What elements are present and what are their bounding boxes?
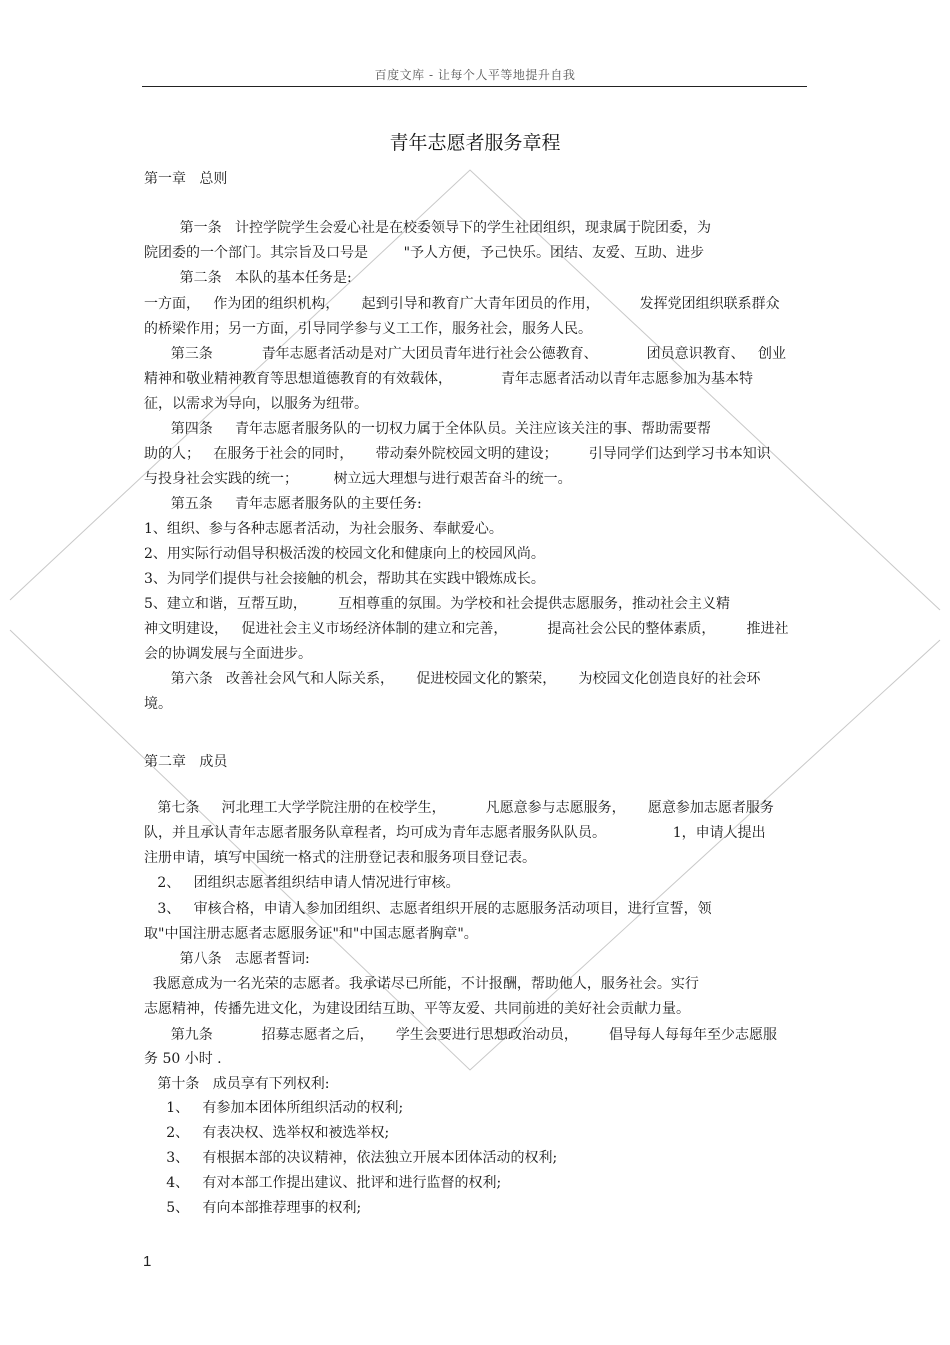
- text-line: 征，以需求为导向，以服务为纽带。: [144, 396, 368, 412]
- text-line: 注册申请，填写中国统一格式的注册登记表和服务项目登记表。: [144, 850, 536, 866]
- list-item: 3、 审核合格，申请人参加团组织、志愿者组织开展的志愿服务活动项目，进行宣誓，领: [144, 901, 712, 917]
- text-line: 第八条 志愿者誓词:: [144, 951, 310, 967]
- page-number: 1: [143, 1253, 152, 1270]
- text-line: 第六条 改善社会风气和人际关系， 促进校园文化的繁荣， 为校园文化创造良好的社会环: [144, 671, 761, 687]
- text-line: 第十条 成员享有下列权利:: [144, 1076, 330, 1092]
- list-item: 2、 有表决权、选举权和被选举权;: [144, 1125, 390, 1141]
- header-rule: [142, 86, 807, 87]
- text-line: 的桥梁作用；另一方面，引导同学参与义工工作，服务社会，服务人民。: [144, 321, 592, 337]
- list-item: 5、 有向本部推荐理事的权利;: [144, 1200, 362, 1216]
- text-line: 第三条 青年志愿者活动是对广大团员青年进行社会公德教育、 团员意识教育、 创业: [144, 346, 786, 362]
- text-line: 第九条 招募志愿者之后， 学生会要进行思想政治动员， 倡导每人每每年至少志愿服: [144, 1027, 778, 1043]
- list-item: 1、 有参加本团体所组织活动的权利;: [144, 1100, 404, 1116]
- text-line: 第七条 河北理工大学学院注册的在校学生， 凡愿意参与志愿服务， 愿意参加志愿者服务: [144, 800, 774, 816]
- text-line: 神文明建设， 促进社会主义市场经济体制的建立和完善， 提高社会公民的整体素质， 推进社: [144, 621, 789, 637]
- text-line: 取"中国注册志愿者志愿服务证"和"中国志愿者胸章"。: [144, 926, 478, 942]
- document-title: 青年志愿者服务章程: [389, 132, 561, 154]
- text-line: 境。: [144, 696, 172, 712]
- text-line: 第五条 青年志愿者服务队的主要任务:: [144, 496, 422, 512]
- text-line: 队，并且承认青年志愿者服务队章程者，均可成为青年志愿者服务队队员。 1，申请人提出: [144, 825, 766, 841]
- text-line: 第一条 计控学院学生会爱心社是在校委领导下的学生社团组织，现隶属于院团委，为: [144, 220, 711, 236]
- list-item: 4、 有对本部工作提出建议、批评和进行监督的权利;: [144, 1175, 502, 1191]
- chapter-heading: 第一章 总则: [144, 171, 228, 187]
- list-item: 2、用实际行动倡导积极活泼的校园文化和健康向上的校园风尚。: [144, 546, 545, 562]
- page-header: 百度文库 - 让每个人平等地提升自我: [374, 68, 576, 82]
- text-line: 志愿精神，传播先进文化，为建设团结互助、平等友爱、共同前进的美好社会贡献力量。: [144, 1001, 690, 1017]
- text-line: 助的人； 在服务于社会的同时， 带动秦外院校园文明的建设； 引导同学们达到学习书本知识: [144, 446, 771, 462]
- text-line: 我愿意成为一名光荣的志愿者。我承诺尽已所能，不计报酬，帮助他人，服务社会。实行: [144, 976, 699, 992]
- text-line: 会的协调发展与全面进步。: [144, 646, 312, 662]
- list-item: 2、 团组织志愿者组织结申请人情况进行审核。: [144, 875, 460, 891]
- list-item: 3、为同学们提供与社会接触的机会，帮助其在实践中锻炼成长。: [144, 571, 545, 587]
- text-line: 务 50 小时 .: [144, 1051, 222, 1067]
- list-item: 5、建立和谐，互帮互助， 互相尊重的氛围。为学校和社会提供志愿服务，推动社会主义精: [144, 596, 731, 612]
- list-item: 1、组织、参与各种志愿者活动，为社会服务、奉献爱心。: [144, 521, 503, 537]
- text-line: 一方面， 作为团的组织机构， 起到引导和教育广大青年团员的作用， 发挥党团组织联系群众: [144, 296, 780, 312]
- chapter-heading: 第二章 成员: [144, 754, 228, 770]
- text-line: 院团委的一个部门。其宗旨及口号是 "予人方便，予己快乐。团结、友爱、互助、进步: [144, 245, 705, 261]
- text-line: 与投身社会实践的统一； 树立远大理想与进行艰苦奋斗的统一。: [144, 471, 572, 487]
- text-line: 第四条 青年志愿者服务队的一切权力属于全体队员。关注应该关注的事、帮助需要帮: [144, 421, 711, 437]
- list-item: 3、 有根据本部的决议精神，依法独立开展本团体活动的权利;: [144, 1150, 558, 1166]
- text-line: 精神和敬业精神教育等思想道德教育的有效载体， 青年志愿者活动以青年志愿参加为基本特: [144, 371, 753, 387]
- text-line: 第二条 本队的基本任务是:: [144, 270, 352, 286]
